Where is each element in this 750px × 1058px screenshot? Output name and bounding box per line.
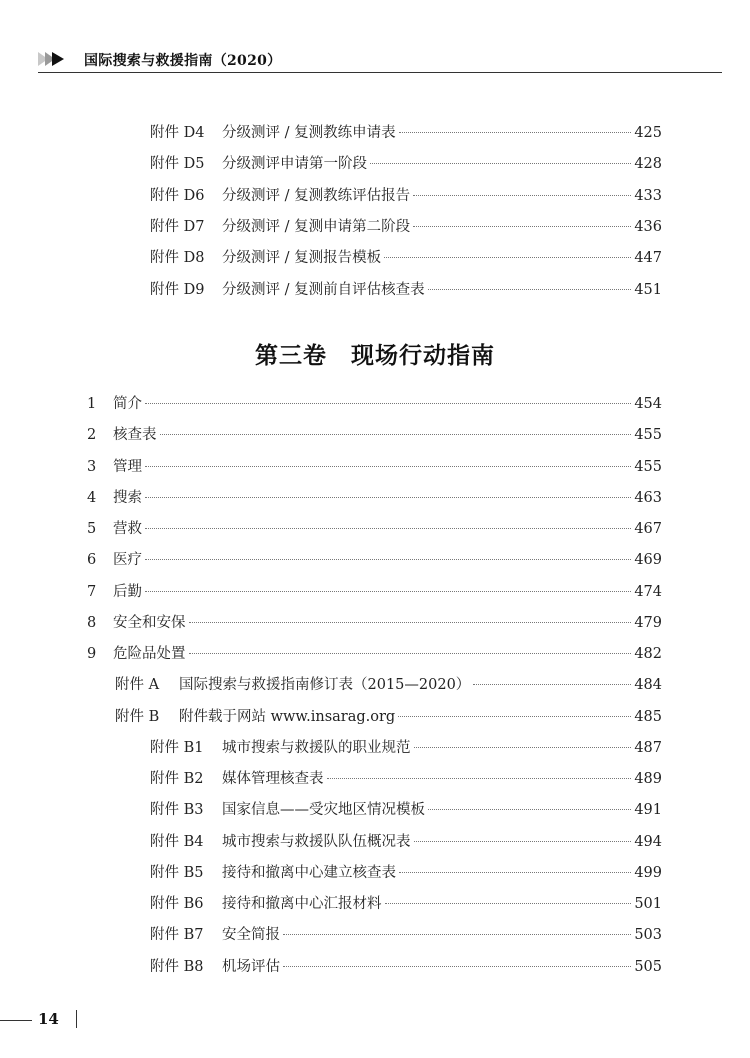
entry-title: 搜索 bbox=[113, 489, 142, 506]
entry-title: 附件载于网站 www.insarag.org bbox=[179, 708, 396, 725]
entry-prefix: 附件 B8 bbox=[150, 958, 204, 975]
entry-title: 营救 bbox=[113, 521, 142, 537]
entry-page-number: 451 bbox=[634, 281, 662, 298]
dot-leader bbox=[384, 257, 631, 258]
toc-entry-chapter[interactable] bbox=[87, 580, 662, 602]
entry-page-number: 499 bbox=[634, 864, 662, 881]
entry-page-number: 436 bbox=[634, 218, 662, 235]
entry-prefix: 附件 D5 bbox=[150, 156, 205, 173]
entry-title: 接待和撤离中心建立核查表 bbox=[222, 864, 396, 881]
entry-number: 5 bbox=[87, 521, 97, 537]
dot-leader bbox=[399, 872, 631, 873]
dot-leader bbox=[414, 841, 632, 842]
entry-prefix: 附件 D7 bbox=[150, 218, 205, 235]
toc-entry-annex[interactable] bbox=[115, 673, 662, 695]
entry-page-number: 469 bbox=[634, 552, 662, 569]
section-heading: 第三卷 现场行动指南 bbox=[255, 342, 495, 369]
entry-prefix: 附件 B2 bbox=[150, 771, 204, 787]
entry-page-number: 428 bbox=[634, 156, 662, 173]
entry-number: 7 bbox=[87, 583, 97, 600]
dot-leader bbox=[145, 497, 631, 498]
dot-leader bbox=[145, 559, 631, 560]
entry-prefix: 附件 B7 bbox=[150, 927, 204, 944]
entry-title: 分级测评 / 复测教练申请表 bbox=[222, 125, 396, 141]
toc-entry-chapter[interactable] bbox=[87, 642, 662, 664]
entry-page-number: 463 bbox=[634, 489, 662, 506]
entry-title: 国际搜索与救援指南修订表（2015—2020） bbox=[179, 677, 471, 694]
dot-leader bbox=[413, 226, 631, 227]
entry-page-number: 501 bbox=[634, 896, 662, 912]
entry-number: 6 bbox=[87, 552, 97, 569]
dot-leader bbox=[398, 716, 631, 717]
dot-leader bbox=[414, 747, 632, 748]
entry-number: 3 bbox=[87, 458, 97, 475]
toc-entry-sub-annex[interactable] bbox=[150, 736, 662, 758]
page-footer bbox=[0, 1010, 200, 1030]
entry-title: 核查表 bbox=[113, 427, 157, 444]
entry-page-number: 505 bbox=[634, 958, 662, 975]
entry-page-number: 485 bbox=[634, 708, 662, 725]
toc-entry-top[interactable] bbox=[150, 215, 662, 237]
footer-divider bbox=[76, 1010, 77, 1028]
entry-prefix: 附件 A bbox=[115, 677, 160, 694]
entry-page-number: 494 bbox=[634, 833, 662, 850]
dot-leader bbox=[160, 434, 632, 435]
toc-entry-sub-annex[interactable] bbox=[150, 767, 662, 789]
entry-title: 媒体管理核查表 bbox=[222, 771, 324, 787]
dot-leader bbox=[145, 403, 631, 404]
entry-title: 安全简报 bbox=[222, 927, 280, 944]
entry-page-number: 474 bbox=[634, 583, 662, 600]
toc-entry-chapter[interactable] bbox=[87, 486, 662, 508]
footer-rule bbox=[0, 1020, 32, 1021]
toc-entry-top[interactable] bbox=[150, 184, 662, 206]
toc-entry-annex[interactable] bbox=[115, 705, 662, 727]
entry-page-number: 479 bbox=[634, 614, 662, 631]
dot-leader bbox=[145, 591, 631, 592]
dot-leader bbox=[145, 466, 631, 467]
dot-leader bbox=[145, 528, 631, 529]
toc-entry-sub-annex[interactable] bbox=[150, 892, 662, 914]
entry-prefix: 附件 D6 bbox=[150, 187, 205, 204]
entry-page-number: 433 bbox=[634, 187, 662, 204]
toc-entry-sub-annex[interactable] bbox=[150, 955, 662, 977]
entry-number: 2 bbox=[87, 427, 97, 444]
entry-page-number: 425 bbox=[634, 125, 662, 141]
entry-title: 分级测评 / 复测申请第二阶段 bbox=[222, 218, 411, 235]
entry-number: 8 bbox=[87, 614, 97, 631]
toc-entry-chapter[interactable] bbox=[87, 548, 662, 570]
toc-entry-top[interactable] bbox=[150, 278, 662, 300]
entry-page-number: 467 bbox=[634, 521, 662, 537]
entry-prefix: 附件 B4 bbox=[150, 833, 204, 850]
dot-leader bbox=[428, 289, 632, 290]
dot-leader bbox=[189, 622, 632, 623]
dot-leader bbox=[283, 934, 631, 935]
entry-prefix: 附件 D8 bbox=[150, 250, 205, 267]
entry-title: 分级测评 / 复测教练评估报告 bbox=[222, 187, 411, 204]
entry-title: 管理 bbox=[113, 458, 142, 475]
entry-prefix: 附件 D4 bbox=[150, 125, 205, 141]
dot-leader bbox=[283, 966, 631, 967]
toc-entry-chapter[interactable] bbox=[87, 423, 662, 445]
entry-title: 接待和撤离中心汇报材料 bbox=[222, 896, 382, 912]
entry-number: 1 bbox=[87, 396, 97, 412]
entry-page-number: 455 bbox=[634, 427, 662, 444]
entry-title: 机场评估 bbox=[222, 958, 280, 975]
entry-page-number: 491 bbox=[634, 802, 662, 819]
entry-title: 后勤 bbox=[113, 583, 142, 600]
entry-title: 安全和安保 bbox=[113, 614, 186, 631]
entry-prefix: 附件 B3 bbox=[150, 802, 204, 819]
page-number: 14 bbox=[38, 1010, 59, 1028]
dot-leader bbox=[428, 809, 631, 810]
entry-title: 简介 bbox=[113, 396, 142, 412]
toc-entry-chapter[interactable] bbox=[87, 611, 662, 633]
toc-entry-chapter[interactable] bbox=[87, 392, 662, 414]
toc-entry-sub-annex[interactable] bbox=[150, 923, 662, 945]
toc-entry-sub-annex[interactable] bbox=[150, 861, 662, 883]
entry-page-number: 455 bbox=[634, 458, 662, 475]
entry-page-number: 503 bbox=[634, 927, 662, 944]
double-chevron-icon bbox=[38, 52, 61, 66]
toc-entry-top[interactable] bbox=[150, 246, 662, 268]
dot-leader bbox=[399, 132, 632, 133]
entry-number: 4 bbox=[87, 489, 97, 506]
entry-title: 城市搜索与救援队队伍概况表 bbox=[222, 833, 411, 850]
entry-page-number: 454 bbox=[634, 396, 662, 412]
toc-entry-top[interactable] bbox=[150, 121, 662, 143]
entry-title: 分级测评申请第一阶段 bbox=[222, 156, 367, 173]
toc-entry-sub-annex[interactable] bbox=[150, 798, 662, 820]
entry-page-number: 484 bbox=[634, 677, 662, 694]
entry-page-number: 482 bbox=[634, 646, 662, 662]
entry-title: 危险品处置 bbox=[113, 646, 186, 662]
entry-page-number: 489 bbox=[634, 771, 662, 787]
entry-prefix: 附件 B6 bbox=[150, 896, 204, 912]
dot-leader bbox=[473, 684, 631, 685]
header-title: 国际搜索与救援指南（2020） bbox=[84, 53, 282, 69]
toc-entry-chapter[interactable] bbox=[87, 455, 662, 477]
entry-prefix: 附件 B1 bbox=[150, 739, 204, 756]
entry-prefix: 附件 B5 bbox=[150, 864, 204, 881]
entry-number: 9 bbox=[87, 646, 97, 662]
entry-page-number: 487 bbox=[634, 739, 662, 756]
toc-entry-top[interactable] bbox=[150, 152, 662, 174]
entry-title: 国家信息——受灾地区情况模板 bbox=[222, 802, 425, 819]
running-header bbox=[38, 50, 722, 73]
entry-prefix: 附件 B bbox=[115, 708, 160, 725]
entry-title: 分级测评 / 复测报告模板 bbox=[222, 250, 382, 267]
toc-entry-chapter[interactable] bbox=[87, 517, 662, 539]
entry-title: 分级测评 / 复测前自评估核查表 bbox=[222, 281, 425, 298]
entry-title: 医疗 bbox=[113, 552, 142, 569]
entry-page-number: 447 bbox=[634, 250, 662, 267]
entry-prefix: 附件 D9 bbox=[150, 281, 205, 298]
dot-leader bbox=[413, 195, 631, 196]
dot-leader bbox=[370, 163, 631, 164]
toc-entry-sub-annex[interactable] bbox=[150, 830, 662, 852]
entry-title: 城市搜索与救援队的职业规范 bbox=[222, 739, 411, 756]
dot-leader bbox=[385, 903, 632, 904]
dot-leader bbox=[189, 653, 632, 654]
dot-leader bbox=[327, 778, 632, 779]
